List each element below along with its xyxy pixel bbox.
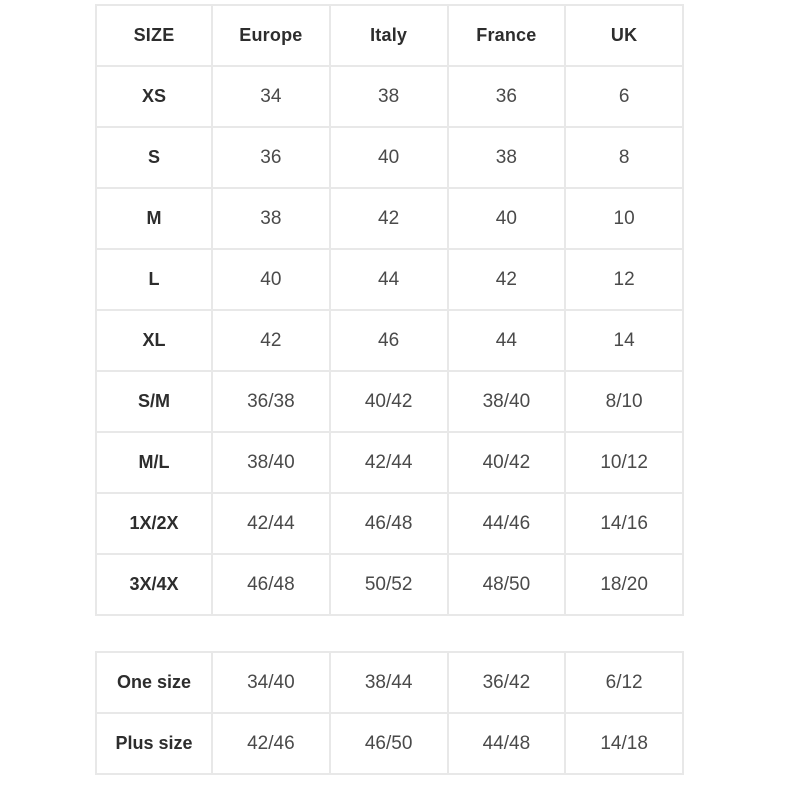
value-cell: 46/48 [212, 554, 330, 615]
table-row [96, 66, 683, 127]
value-cell: 38/44 [330, 652, 448, 713]
table-header [96, 5, 683, 66]
value-cell: 14/16 [565, 493, 683, 554]
column-header-italy: Italy [330, 5, 448, 66]
table-row [96, 371, 683, 432]
table-row [96, 432, 683, 493]
size-label-cell: M/L [96, 432, 212, 493]
value-cell: 44/46 [448, 493, 566, 554]
value-cell: 8/10 [565, 371, 683, 432]
value-cell: 38 [212, 188, 330, 249]
value-cell: 10/12 [565, 432, 683, 493]
table-row [96, 249, 683, 310]
value-cell: 42/46 [212, 713, 330, 774]
size-table-body [96, 66, 683, 615]
value-cell: 42 [448, 249, 566, 310]
value-cell: 44/48 [448, 713, 566, 774]
value-cell: 44 [330, 249, 448, 310]
size-label-cell: XS [96, 66, 212, 127]
size-conversion-table [95, 4, 684, 616]
column-header-europe: Europe [212, 5, 330, 66]
value-cell: 36/42 [448, 652, 566, 713]
value-cell: 46/48 [330, 493, 448, 554]
value-cell: 42 [212, 310, 330, 371]
value-cell: 40 [212, 249, 330, 310]
table-row [96, 713, 683, 774]
table-header-row [96, 5, 683, 66]
value-cell: 48/50 [448, 554, 566, 615]
value-cell: 40 [330, 127, 448, 188]
value-cell: 46 [330, 310, 448, 371]
value-cell: 18/20 [565, 554, 683, 615]
size-label-cell: Plus size [96, 713, 212, 774]
table-row [96, 493, 683, 554]
value-cell: 40 [448, 188, 566, 249]
column-header-size: SIZE [96, 5, 212, 66]
size-label-cell: S/M [96, 371, 212, 432]
size-label-cell: M [96, 188, 212, 249]
value-cell: 36 [212, 127, 330, 188]
column-header-france: France [448, 5, 566, 66]
value-cell: 42/44 [330, 432, 448, 493]
value-cell: 42 [330, 188, 448, 249]
special-sizes-table [95, 651, 684, 775]
table-row [96, 127, 683, 188]
value-cell: 42/44 [212, 493, 330, 554]
column-header-uk: UK [565, 5, 683, 66]
value-cell: 40/42 [330, 371, 448, 432]
value-cell: 6/12 [565, 652, 683, 713]
size-label-cell: XL [96, 310, 212, 371]
value-cell: 36/38 [212, 371, 330, 432]
special-sizes-table-body [96, 652, 683, 774]
size-chart-container [95, 4, 682, 775]
size-label-cell: S [96, 127, 212, 188]
value-cell: 14/18 [565, 713, 683, 774]
size-label-cell: 1X/2X [96, 493, 212, 554]
value-cell: 34 [212, 66, 330, 127]
size-label-cell: 3X/4X [96, 554, 212, 615]
value-cell: 44 [448, 310, 566, 371]
table-row [96, 188, 683, 249]
value-cell: 12 [565, 249, 683, 310]
value-cell: 38 [330, 66, 448, 127]
table-row [96, 554, 683, 615]
value-cell: 34/40 [212, 652, 330, 713]
value-cell: 10 [565, 188, 683, 249]
value-cell: 38/40 [448, 371, 566, 432]
size-label-cell: L [96, 249, 212, 310]
value-cell: 38 [448, 127, 566, 188]
value-cell: 8 [565, 127, 683, 188]
value-cell: 36 [448, 66, 566, 127]
value-cell: 46/50 [330, 713, 448, 774]
table-row [96, 652, 683, 713]
size-label-cell: One size [96, 652, 212, 713]
value-cell: 6 [565, 66, 683, 127]
value-cell: 38/40 [212, 432, 330, 493]
value-cell: 14 [565, 310, 683, 371]
table-row [96, 310, 683, 371]
value-cell: 50/52 [330, 554, 448, 615]
value-cell: 40/42 [448, 432, 566, 493]
